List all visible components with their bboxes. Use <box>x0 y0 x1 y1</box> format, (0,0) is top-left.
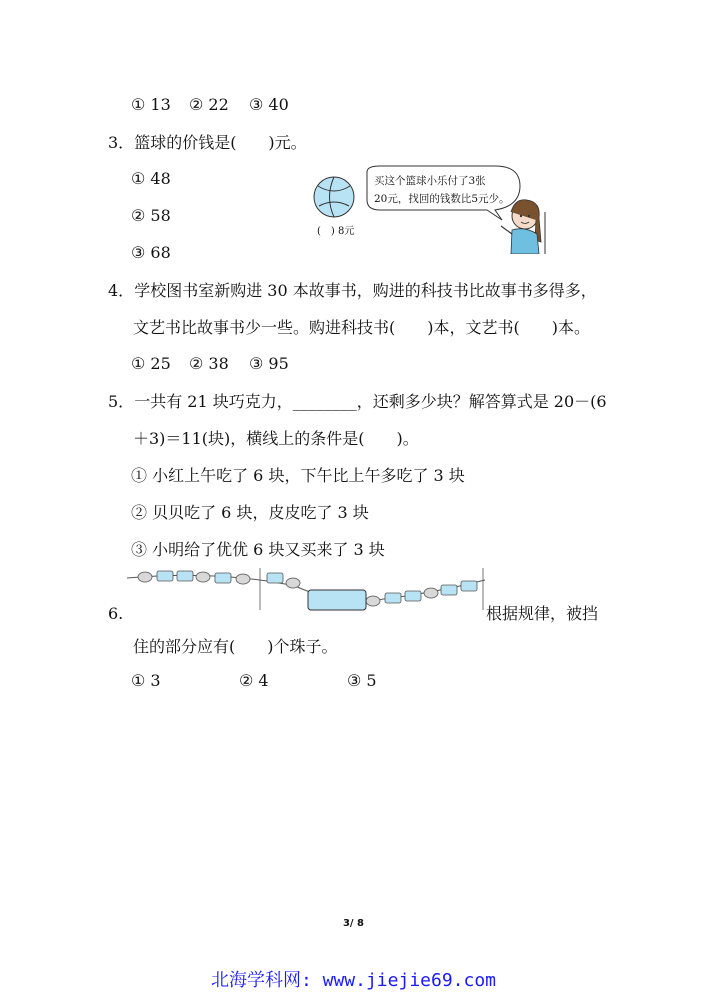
blue-square-bead <box>157 571 173 581</box>
basketball-icon <box>314 177 354 217</box>
q3-question <box>108 132 307 154</box>
q5-number: 5． <box>108 392 135 411</box>
footer-watermark: 北海学科网: www.jiejie69.com <box>210 970 497 991</box>
grey-round-bead <box>366 596 380 606</box>
q4-text-line-2: 文艺书比故事书少一些。购进科技书( )本，文艺书( )本。 <box>133 318 590 337</box>
grey-round-bead <box>138 572 152 582</box>
blue-square-bead <box>461 581 477 591</box>
grey-round-bead <box>424 588 438 598</box>
q4-option-3: ③ 95 <box>249 354 289 373</box>
blue-square-bead <box>215 573 231 583</box>
blue-square-bead <box>267 573 283 583</box>
grey-round-bead <box>236 574 250 584</box>
q6-option-3: ③ 5 <box>347 671 377 690</box>
q5-text-line-1: 一共有 21 块巧克力，________，还剩多少块？解答算式是 20－(6 <box>134 392 607 411</box>
q5-option-1: ① 小红上午吃了 6 块，下午比上午多吃了 3 块 <box>131 466 465 485</box>
q2-option-1: ① 13 <box>131 95 171 114</box>
q5-text-line-2: ＋3)＝11(块)，横线上的条件是( )。 <box>133 429 419 448</box>
grey-round-bead <box>286 578 300 588</box>
q3-number: 3． <box>108 133 135 152</box>
q4-text-line-1: 学校图书室新购进 30 本故事书，购进的科技书比故事书多得多， <box>134 281 597 300</box>
q2-options <box>131 94 289 116</box>
q3-option-2: ② 58 <box>131 206 171 225</box>
q4-option-2: ② 38 <box>189 354 229 373</box>
q6-option-2: ② 4 <box>239 671 269 690</box>
q6-number: 6. <box>108 604 124 623</box>
blue-square-bead <box>177 571 193 581</box>
q4-number: 4． <box>108 281 135 300</box>
q5-option-2: ② 贝贝吃了 6 块，皮皮吃了 3 块 <box>131 503 369 522</box>
q4-options <box>131 353 289 375</box>
q5-question-line-1 <box>108 391 607 413</box>
q6-option-1: ① 3 <box>131 671 161 690</box>
q6-options <box>131 670 377 692</box>
q4-question-line-1 <box>108 280 597 302</box>
q6-text-tail: 根据规律，被挡 <box>486 604 599 623</box>
speech-bubble <box>367 166 520 220</box>
q2-option-2: ② 22 <box>189 95 229 114</box>
q3-text: 篮球的价钱是( )元。 <box>134 133 307 152</box>
bead-string-figure <box>125 566 487 614</box>
bubble-line-1: 买这个篮球小乐付了3张 <box>374 175 486 187</box>
blue-square-bead <box>385 593 401 603</box>
grey-round-bead <box>196 572 210 582</box>
q5-option-3: ③ 小明给了优优 6 块又买来了 3 块 <box>131 540 385 559</box>
blue-square-bead <box>441 585 457 595</box>
q3-option-3: ③ 68 <box>131 243 171 262</box>
page-number: 3/ 8 <box>342 918 365 929</box>
q3-option-1: ① 48 <box>131 169 171 188</box>
blue-square-bead <box>405 591 421 601</box>
q6-text-line-2: 住的部分应有( )个珠子。 <box>133 637 338 656</box>
q2-option-3: ③ 40 <box>249 95 289 114</box>
girl-icon <box>501 200 545 254</box>
bubble-line-2: 20元，找回的钱数比5元少。 <box>374 193 510 205</box>
covering-box <box>308 590 366 610</box>
q3-illustration <box>305 164 550 254</box>
ball-price-caption: ( ) 8元 <box>317 226 355 237</box>
q4-option-1: ① 25 <box>131 354 171 373</box>
